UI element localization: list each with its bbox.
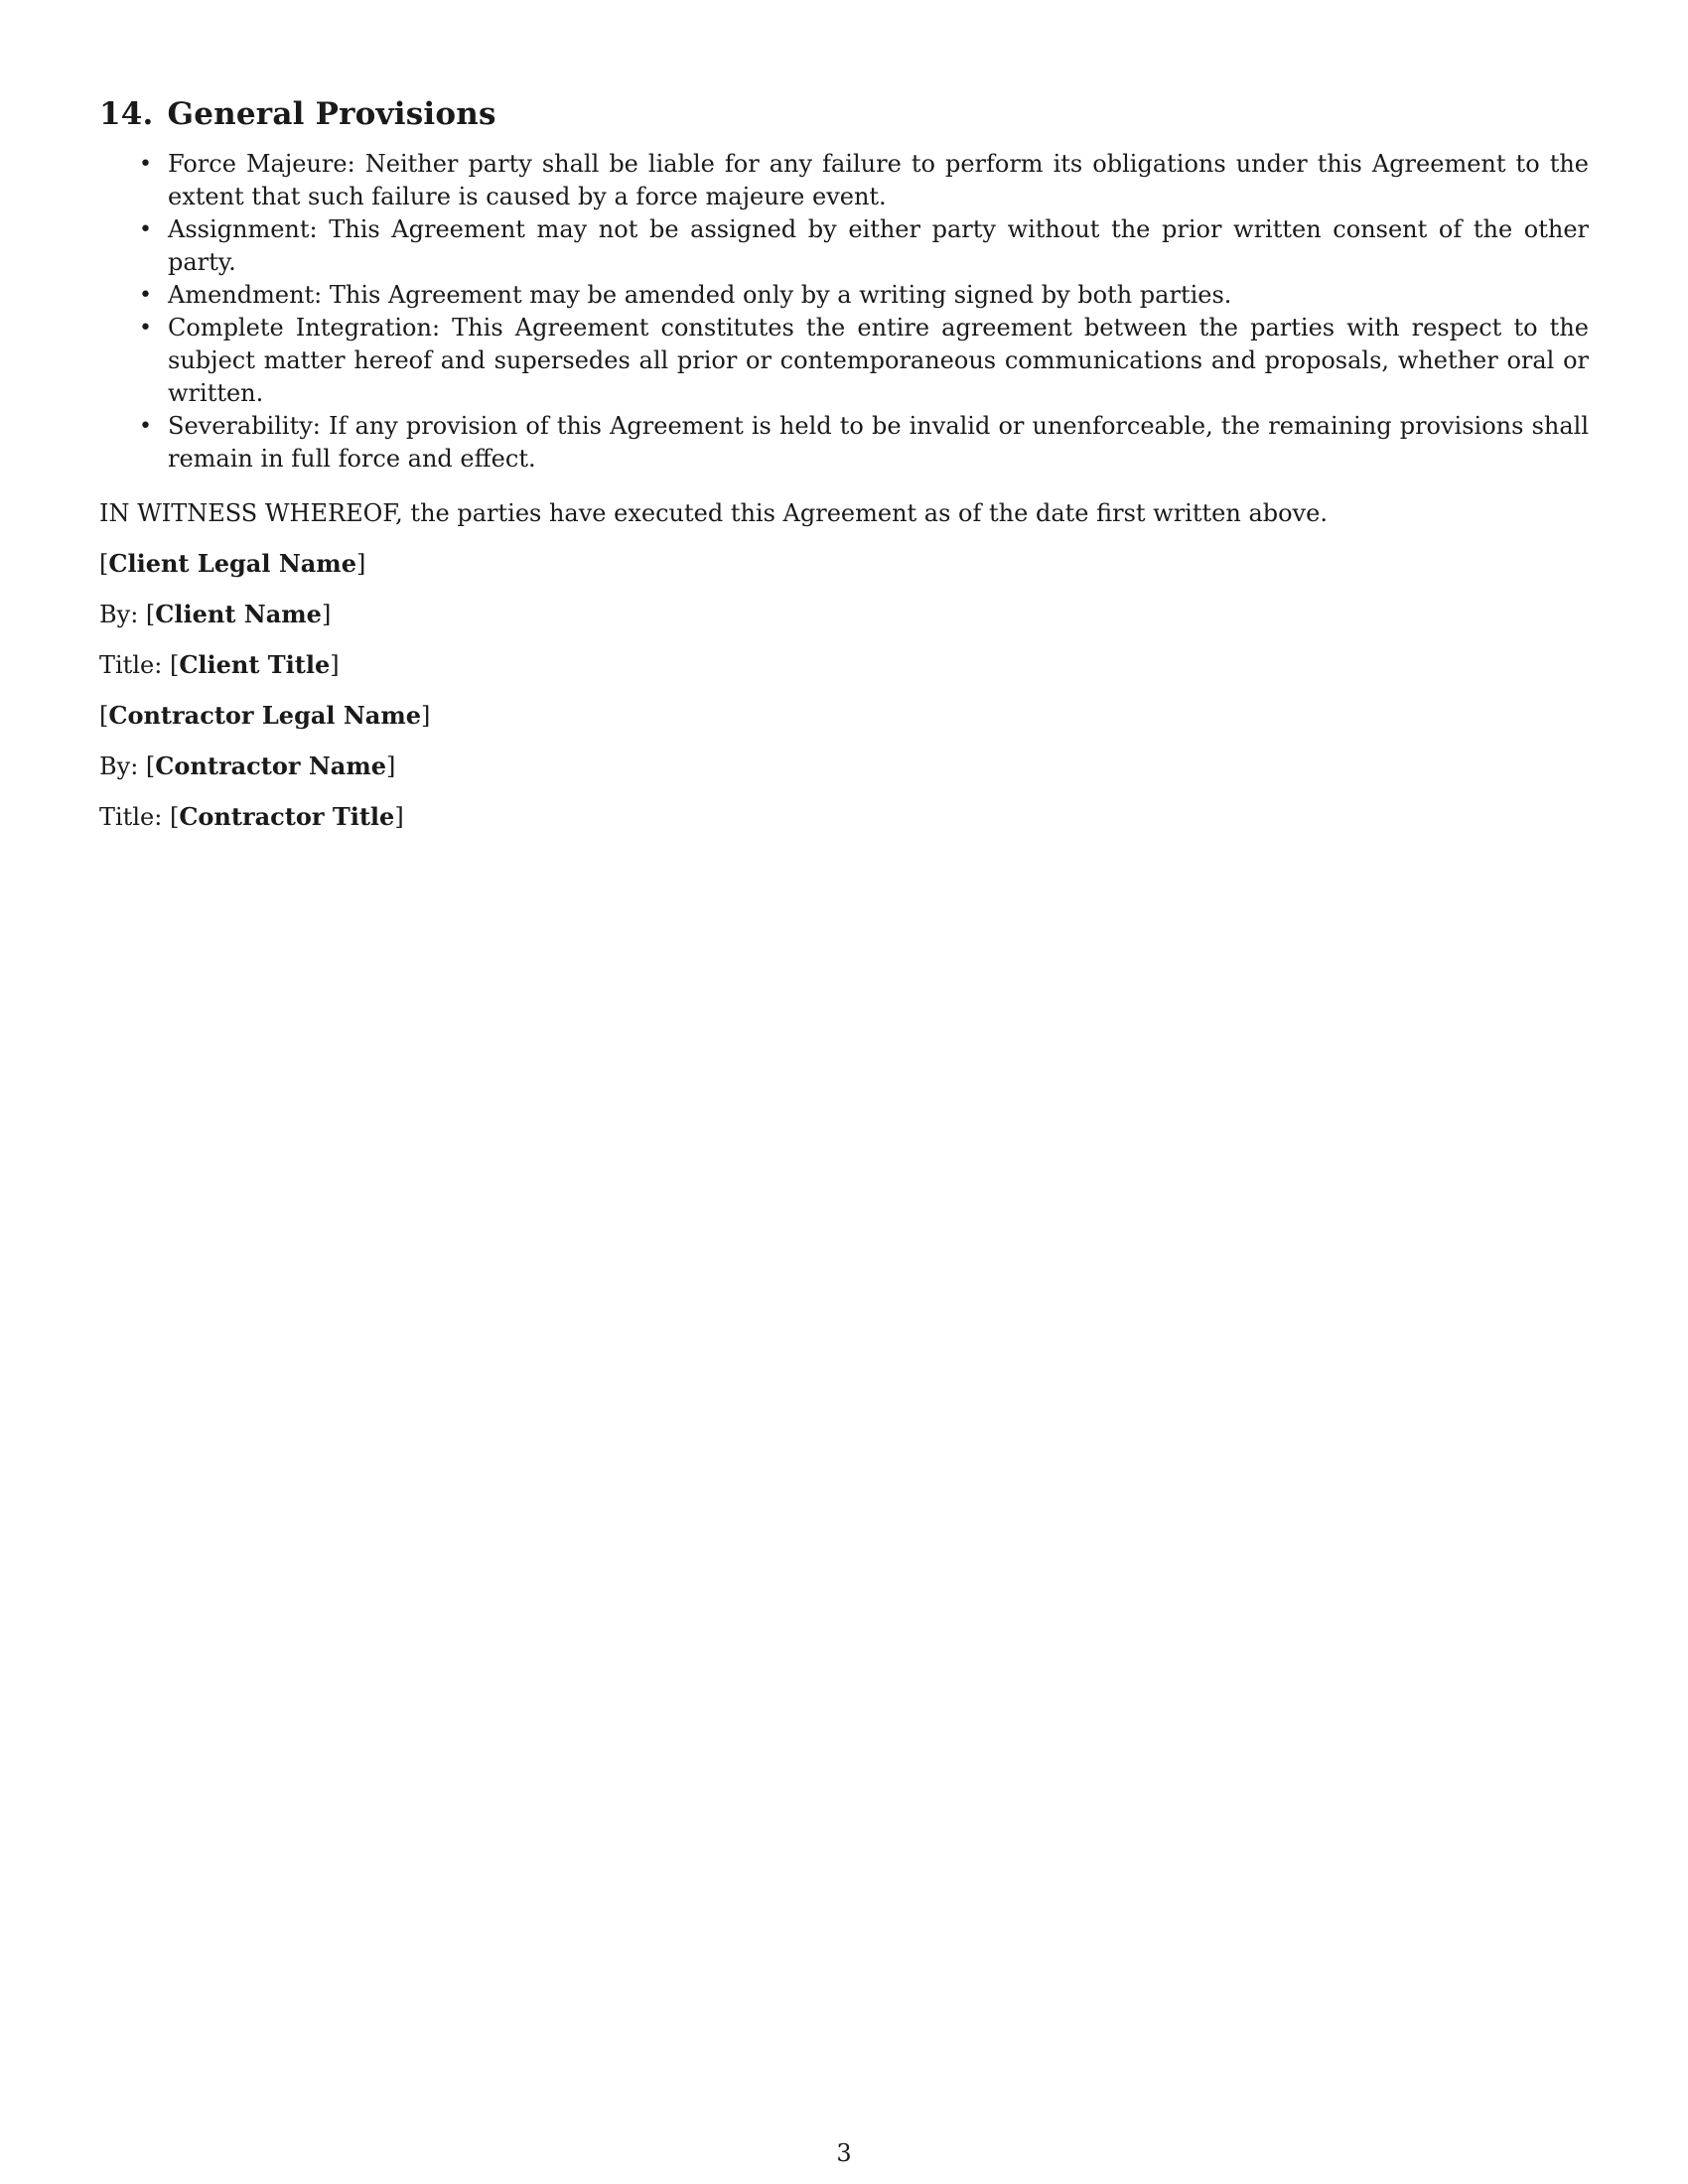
provisions-list xyxy=(99,148,1589,476)
bullet-icon: • xyxy=(139,152,152,177)
client-legal-name-line: [Client Legal Name] xyxy=(99,549,366,578)
contractor-title-line: Title: [Contractor Title] xyxy=(99,802,404,831)
client-title-label: Title: xyxy=(99,651,163,679)
list-item-text: Force Majeure: Neither party shall be liable for any failure to perform its obligations under this Agreement to the extent that such failure is caused by a force majeure event. xyxy=(168,150,1589,210)
witness-clause: IN WITNESS WHEREOF, the parties have executed this Agreement as of the date first written above. xyxy=(99,499,1328,527)
section-title: General Provisions xyxy=(167,96,496,132)
contractor-title-label: Title: xyxy=(99,803,163,831)
contractor-legal-name-line: [Contractor Legal Name] xyxy=(99,701,431,730)
page-number: 3 xyxy=(836,2139,852,2167)
bullet-icon: • xyxy=(139,283,152,308)
list-item-complete-integration xyxy=(99,312,1589,410)
client-name: Client Name xyxy=(155,600,322,628)
client-legal-name: Client Legal Name xyxy=(108,549,356,578)
section-number: 14. xyxy=(99,96,154,132)
list-item-force-majeure xyxy=(99,148,1589,213)
contractor-legal-name: Contractor Legal Name xyxy=(108,701,422,730)
contractor-title: Contractor Title xyxy=(179,802,395,831)
list-item-severability xyxy=(99,410,1589,476)
client-title-line: Title: [Client Title] xyxy=(99,650,340,679)
list-item-text: Assignment: This Agreement may not be assigned by either party without the prior written consent of the other party. xyxy=(168,215,1589,276)
document-page xyxy=(99,94,1589,851)
client-by-line: By: [Client Name] xyxy=(99,600,332,628)
list-item-text: Amendment: This Agreement may be amended only by a writing signed by both parties. xyxy=(168,281,1232,309)
contractor-by-line: By: [Contractor Name] xyxy=(99,751,396,780)
section-heading xyxy=(99,94,1589,134)
list-item-text: Severability: If any provision of this Agreement is held to be invalid or unenforceable, the remaining provisions shall remain in full force and effect. xyxy=(168,412,1589,473)
contractor-by-label: By: xyxy=(99,752,139,780)
client-title: Client Title xyxy=(179,650,331,679)
bullet-icon: • xyxy=(139,414,152,439)
list-item-amendment xyxy=(99,279,1589,312)
contractor-name: Contractor Name xyxy=(155,751,386,780)
bullet-icon: • xyxy=(139,217,152,242)
list-item-text: Complete Integration: This Agreement constitutes the entire agreement between the parties with respect to the subject matter hereof and supersedes all prior or contemporaneous communications and proposals, whether oral or written. xyxy=(168,314,1589,407)
client-by-label: By: xyxy=(99,601,139,628)
bullet-icon: • xyxy=(139,316,152,341)
list-item-assignment xyxy=(99,213,1589,279)
